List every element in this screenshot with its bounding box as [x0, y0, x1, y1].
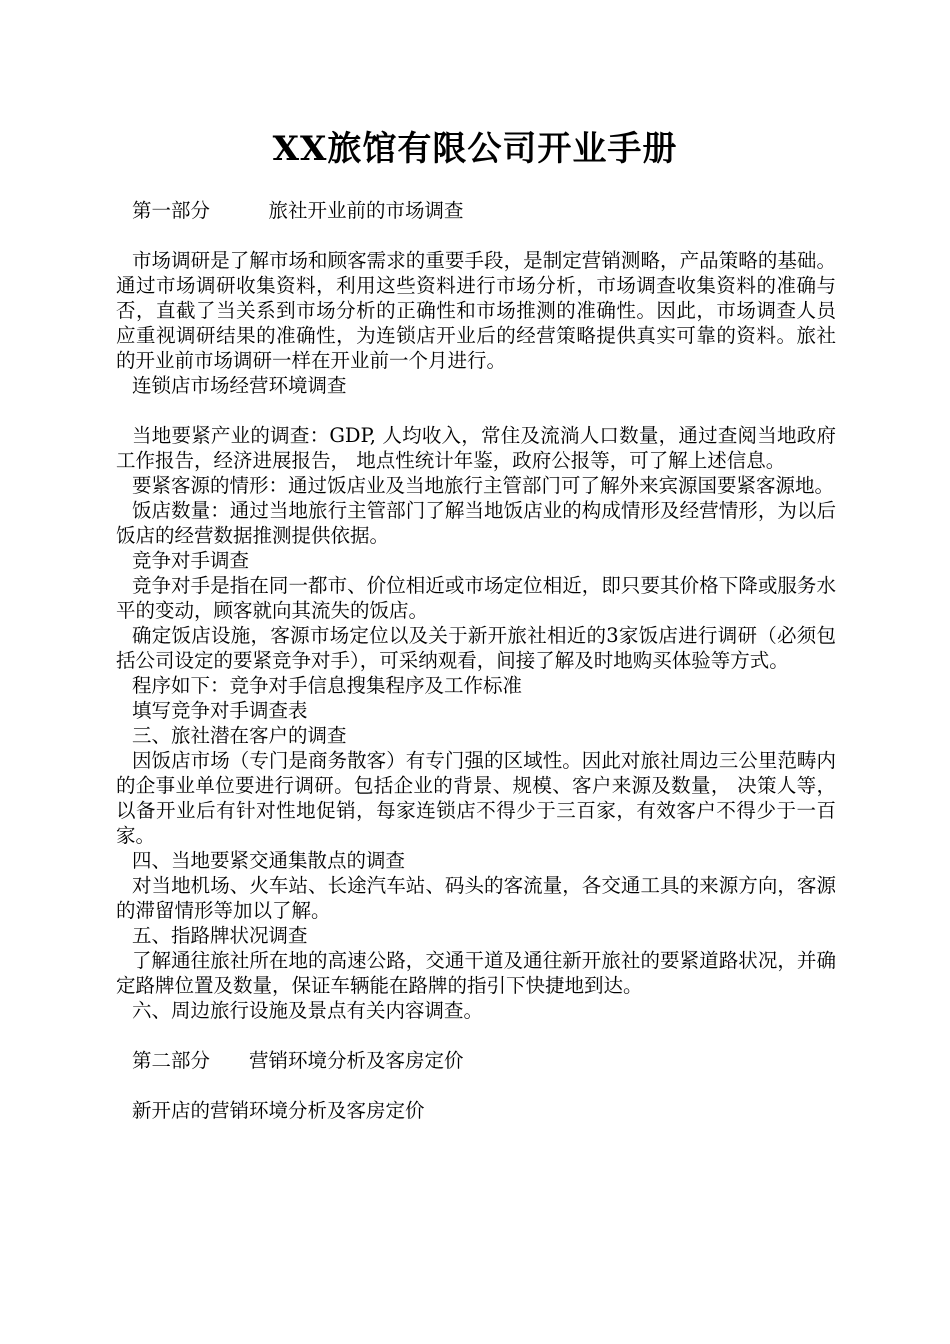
competitor-method-paragraph: 确定饭店设施，客源市场定位以及关于新开旅社相近的3家饭店进行调研（必须包括公司设定的要紧竞争对手），可采纳观看，间接了解及时地购买体验等方式。 — [116, 624, 836, 672]
transport-hub-paragraph: 对当地机场、火车站、长途汽车站、码头的客流量，各交通工具的来源方向，客源的滞留情形等加以了解。 — [116, 874, 836, 922]
section-three-heading: 三、旅社潜在客户的调查 — [132, 724, 347, 747]
spacer — [116, 398, 836, 423]
spacer — [116, 223, 836, 248]
local-industry-paragraph: 当地要紧产业的调查：GDP, 人均收入，常住及流淌人口数量，通过查阅当地政府工作报告，经济进展报告， 地点性统计年鉴，政府公报等，可了解上述信息。 — [116, 424, 836, 472]
environment-survey-heading: 连锁店市场经营环境调查 — [132, 374, 347, 397]
competitor-survey-heading: 竞争对手调查 — [132, 549, 250, 572]
competitor-definition-paragraph: 竞争对手是指在同一都市、价位相近或市场定位相近，即只要其价格下降或服务水平的变动，顾客就向其流失的饭店。 — [116, 574, 836, 622]
part-two-heading: 第二部分 营销环境分析及客房定价 — [132, 1049, 464, 1072]
procedure-line: 程序如下：竞争对手信息搜集程序及工作标准 — [132, 674, 523, 697]
market-research-paragraph: 市场调研是了解市场和顾客需求的重要手段，是制定营销测略，产品策略的基础。通过市场调研收集资料，利用这些资料进行市场分析，市场调查收集资料的准确与否，直截了当关系到市场分析的正确性和市场推测的准确性。因此，市场调查人员应重视调研结果的准确性，为连锁店开业后的经营策略提供真实可靠的资料。旅社的开业前市场调研一样在开业前一个月进行。 — [116, 249, 836, 372]
survey-form-line: 填写竞争对手调查表 — [132, 699, 308, 722]
new-store-pricing-heading: 新开店的营销环境分析及客房定价 — [132, 1099, 425, 1122]
part-one-heading: 第一部分 旅社开业前的市场调查 — [132, 199, 464, 222]
main-source-paragraph: 要紧客源的情形：通过饭店业及当地旅行主管部门可了解外来宾源国要紧客源地。 — [132, 474, 835, 497]
potential-customer-paragraph: 因饭店市场（专门是商务散客）有专门强的区域性。因此对旅社周边三公里范畴内的企事业单位要进行调研。包括企业的背景、规模、客户来源及数量， 决策人等， 以备开业后有针对性地促销，每家连锁店不得少于三百家，有效客户不得少于一百家。 — [116, 749, 836, 847]
document-body — [116, 198, 836, 1123]
spacer — [116, 1023, 836, 1048]
section-six-heading: 六、周边旅行设施及景点有关内容调查。 — [132, 999, 484, 1022]
hotel-count-paragraph: 饭店数量：通过当地旅行主管部门了解当地饭店业的构成情形及经营情形，为以后饭店的经营数据推测提供依据。 — [116, 499, 836, 547]
document-title: XX旅馆有限公司开业手册 — [272, 129, 678, 169]
section-five-heading: 五、指路牌状况调查 — [132, 924, 308, 947]
road-sign-paragraph: 了解通往旅社所在地的高速公路，交通干道及通往新开旅社的要紧道路状况，并确定路牌位置及数量，保证车辆能在路牌的指引下快捷地到达。 — [116, 949, 836, 997]
section-four-heading: 四、当地要紧交通集散点的调查 — [132, 849, 406, 872]
spacer — [116, 1073, 836, 1098]
